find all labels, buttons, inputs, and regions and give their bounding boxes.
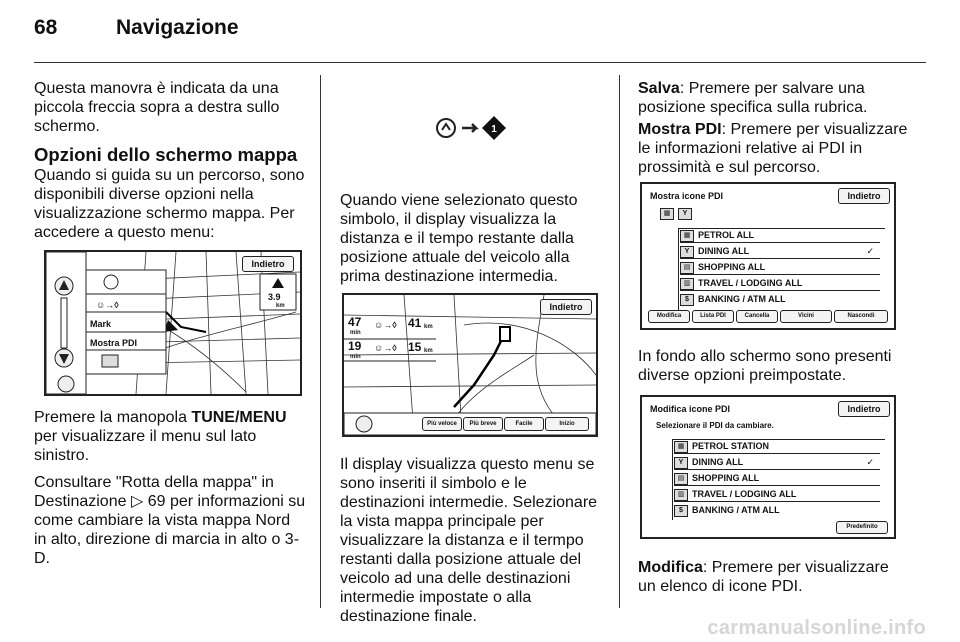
restaurant-icon: Y	[678, 208, 692, 220]
nearby-button[interactable]: Vicini	[780, 310, 832, 323]
col3-paragraph-2: Mostra PDI: Premere per visualizzare le informazioni relative ai PDI in prossimità e sul percorso.	[638, 121, 908, 176]
edit-button[interactable]: Modifica	[648, 310, 690, 323]
restaurant-icon: Y	[680, 246, 694, 258]
default-button[interactable]: Predefinito	[836, 521, 888, 534]
column-divider-2	[619, 75, 620, 608]
arrow-icon	[462, 124, 476, 132]
back-button-4[interactable]: Indietro	[838, 401, 890, 417]
page-number: 68	[34, 16, 58, 39]
map-drawing	[46, 252, 300, 394]
pdi-edit-row-3[interactable]: ▤ SHOPPING ALL	[674, 471, 880, 486]
map-view-icon	[102, 355, 118, 367]
shopping-icon: ▤	[680, 262, 694, 274]
screenshot-edit-pdi-icons	[640, 395, 896, 539]
row1-min-unit: min	[350, 330, 361, 336]
delete-button[interactable]: Cancella	[736, 310, 778, 323]
row2-waypoint-icon: ☺→◊	[374, 343, 397, 353]
watermark: carmanualsonline.info	[707, 617, 926, 639]
fuel-icon: ▦	[674, 441, 688, 453]
pdi-edit-row-4[interactable]: ▥ TRAVEL / LODGING ALL	[674, 487, 880, 502]
page-title: Navigazione	[116, 16, 239, 39]
hide-button[interactable]: Nascondi	[834, 310, 888, 323]
fuel-icon: ▦	[660, 208, 674, 220]
row1-waypoint-icon: ☺→◊	[374, 320, 397, 330]
page-ref-arrow-icon: ▷	[130, 493, 144, 510]
pdi-list-row-1[interactable]: ▦ PETROL ALL	[680, 228, 880, 243]
screen3-title: Mostra icone PDI	[650, 191, 724, 201]
route-start-button[interactable]: Inizio	[545, 417, 589, 431]
pdi-list-row-5[interactable]: $ BANKING / ATM ALL	[680, 292, 880, 306]
vehicle-position-icon	[437, 119, 455, 137]
destination-icon	[104, 275, 118, 289]
compass-icon-2	[356, 416, 372, 432]
distance-value: 3.9	[268, 292, 281, 302]
fuel-icon: ▦	[680, 230, 694, 242]
distance-unit: km	[276, 303, 285, 309]
pdi-list-button[interactable]: Lista PDI	[692, 310, 734, 323]
menu-item-show-pdi[interactable]: Mostra PDI	[90, 338, 138, 348]
col3-paragraph-4: Modifica: Premere per visualizzare un elenco di icone PDI.	[638, 559, 889, 595]
waypoint-icon: ☺→◊	[96, 300, 119, 310]
row1-km-unit: km	[424, 324, 433, 330]
route-easy-button[interactable]: Facile	[504, 417, 544, 431]
screenshot-map-menu	[44, 250, 302, 396]
pdi-edit-row-5[interactable]: $ BANKING / ATM ALL	[674, 503, 880, 517]
col2-paragraph-2: Il display visualizza questo menu se sono inseriti il simbolo e le destinazioni intermedie. Selezionare la vista mappa principale per visualizzare la distanza e il termpo restanti dalla posizione attuale del veicolo ad una delle destinazioni intermedie impostate o alla destinazione finale.	[340, 456, 598, 625]
pdi-edit-row-1[interactable]: ▦ PETROL STATION	[674, 439, 880, 454]
checkmark-icon: ✓	[866, 246, 874, 256]
screenshot-show-pdi-icons	[640, 182, 896, 330]
row1-minutes: 47	[348, 315, 362, 329]
column-divider-1	[320, 75, 321, 608]
screen4-subtitle: Selezionare il PDI da cambiare.	[656, 421, 774, 430]
shopping-icon: ▤	[674, 473, 688, 485]
back-button-2[interactable]: Indietro	[540, 299, 592, 315]
pdi-list-row-2[interactable]: Y DINING ALL ✓	[680, 244, 880, 259]
bank-icon: $	[680, 294, 694, 306]
col1-heading: Opzioni dello schermo mappa	[34, 144, 298, 165]
screen4-title: Modifica icone PDI	[650, 404, 731, 414]
pdi-list-row-4[interactable]: ▥ TRAVEL / LODGING ALL	[680, 276, 880, 291]
route-fastest-button[interactable]: Più veloce	[422, 417, 462, 431]
hotel-icon: ▥	[674, 489, 688, 501]
pdi-list-row-3[interactable]: ▤ SHOPPING ALL	[680, 260, 880, 275]
row2-minutes: 19	[348, 339, 362, 353]
waypoint-symbol-figure	[410, 78, 530, 176]
header-rule	[34, 62, 926, 63]
col1-paragraph-4: Consultare "Rotta della mappa" in Destinazione ▷ 69 per informazioni su come cambiare la vista mappa Nord in alto, direzione di marcia in alto o 3-D.	[34, 474, 306, 567]
menu-item-waypoint[interactable]	[96, 298, 119, 312]
restaurant-icon: Y	[674, 457, 688, 469]
route-shortest-button[interactable]: Più breve	[463, 417, 503, 431]
route-map-drawing	[344, 295, 596, 435]
menu-item-mark[interactable]: Mark	[90, 319, 112, 329]
back-button[interactable]: Indietro	[242, 256, 294, 272]
col1-paragraph-2: Quando si guida su un percorso, sono disponibili diverse opzioni nella visualizzazione schermo mappa. Per accedere a questo menu:	[34, 167, 305, 241]
svg-text:1: 1	[491, 124, 497, 135]
col1-paragraph-3: Premere la manopola TUNE/MENU per visualizzare il menu sul lato sinistro.	[34, 409, 287, 464]
hotel-icon: ▥	[680, 278, 694, 290]
col1-paragraph-1: Questa manovra è indicata da una piccola freccia sopra a destra sullo schermo.	[34, 80, 280, 135]
checkmark-icon: ✓	[866, 457, 874, 467]
pdi-category-icons	[660, 206, 696, 220]
compass-icon	[58, 376, 74, 392]
row2-km-unit: km	[424, 348, 433, 354]
screenshot-waypoint-distance	[342, 293, 598, 437]
col3-paragraph-3: In fondo allo schermo sono presenti diverse opzioni preimpostate.	[638, 348, 892, 384]
row2-min-unit: min	[350, 354, 361, 360]
col2-paragraph-1: Quando viene selezionato questo simbolo, il display visualizza la distanza e il tempo restante dalla posizione attuale del veicolo alla prima destinazione intermedia.	[340, 192, 578, 285]
back-button-3[interactable]: Indietro	[838, 188, 890, 204]
row2-distance: 15	[408, 340, 422, 354]
pdi-edit-row-2[interactable]: Y DINING ALL ✓	[674, 455, 880, 470]
row1-distance: 41	[408, 316, 422, 330]
bank-icon: $	[674, 505, 688, 517]
col3-paragraph-1: Salva: Premere per salvare una posizione specifica sulla rubrica.	[638, 80, 868, 116]
